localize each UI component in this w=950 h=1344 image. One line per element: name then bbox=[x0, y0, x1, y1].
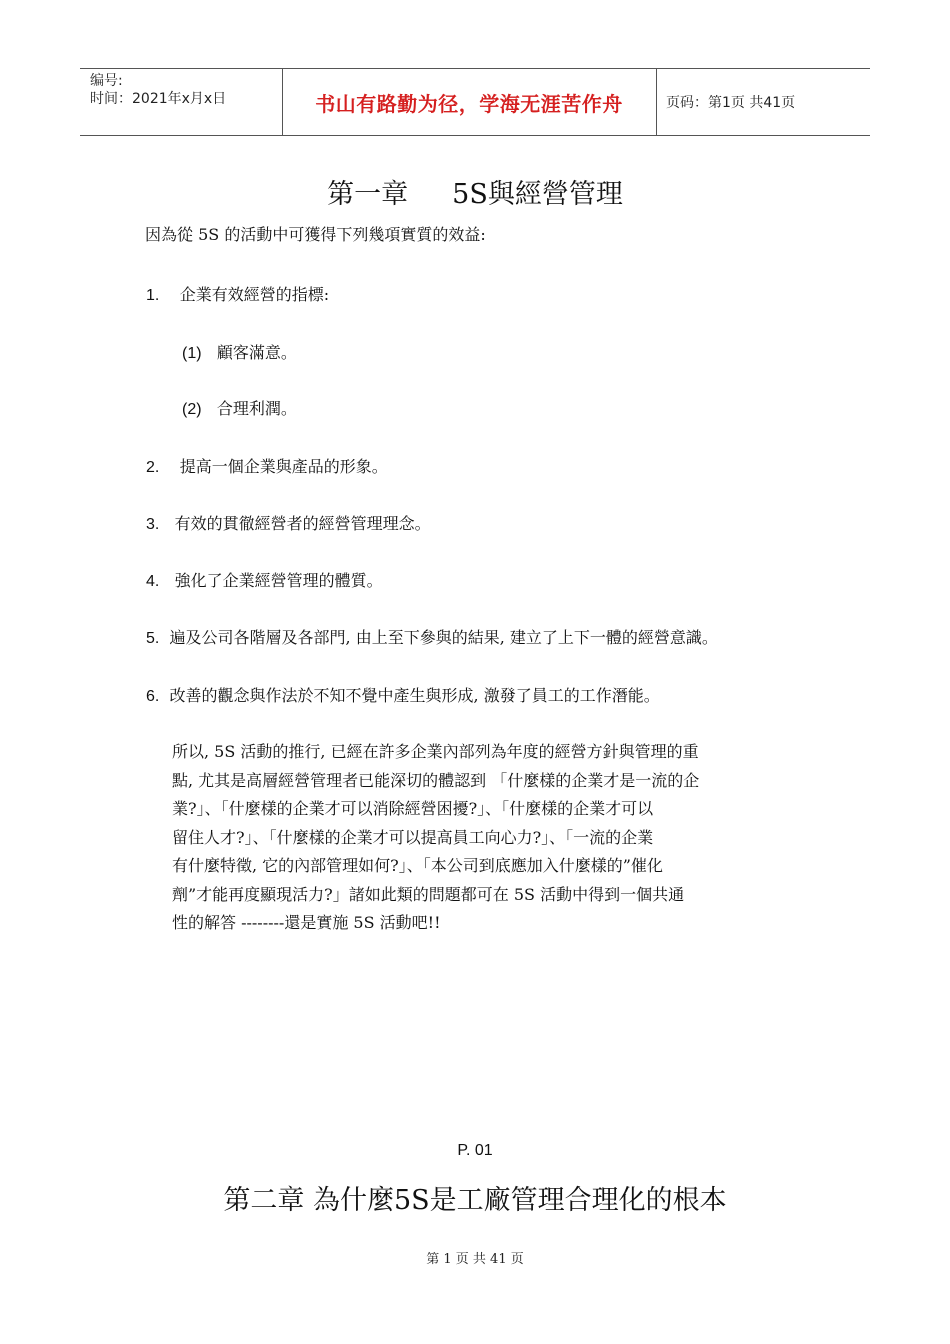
paragraph-line: 所以, 5S 活動的推行, 已經在許多企業內部列為年度的經營方針與管理的重 bbox=[172, 742, 699, 761]
list-item: 4. 強化了企業經營管理的體質。 bbox=[146, 571, 383, 590]
chapter1-title-text: 5S與經營管理 bbox=[452, 179, 623, 210]
paragraph-line: 性的解答 --------還是實施 5S 活動吧!! bbox=[172, 913, 441, 932]
chapter1-intro: 因為從 5S 的活動中可獲得下列幾項實質的效益: bbox=[145, 225, 486, 244]
header-divider-right bbox=[656, 68, 657, 136]
list-item: 2. 提高一個企業與產品的形象。 bbox=[146, 457, 388, 476]
paragraph-line: 留住人才?」、「什麼樣的企業才可以提高員工向心力?」、「一流的企業 bbox=[172, 827, 654, 847]
page-footer: 第 1 页 共 41 页 bbox=[426, 1252, 524, 1267]
chapter2-title: 第二章 為什麼5S是工廠管理合理化的根本 bbox=[223, 1185, 727, 1216]
chapter1-summary-paragraph bbox=[172, 738, 812, 938]
paragraph-line: 劑”才能再度顯現活力?」諸如此類的問題都可在 5S 活動中得到一個共通 bbox=[172, 884, 685, 904]
serial-label: 编号: bbox=[90, 73, 123, 89]
page-number: P. 01 bbox=[457, 1142, 493, 1159]
date-label: 时间：2021年x月x日 bbox=[90, 91, 227, 107]
list-item: 3. 有效的貫徹經營者的經營管理理念。 bbox=[146, 514, 431, 533]
list-item: 1. 企業有效經營的指標: bbox=[146, 285, 330, 304]
list-item: 6. 改善的觀念與作法於不知不覺中產生與形成, 激發了員工的工作潛能。 bbox=[146, 686, 660, 705]
list-item: (1) 顧客滿意。 bbox=[182, 343, 297, 362]
chapter1-title bbox=[0, 172, 950, 211]
header-motto: 书山有路勤为径，学海无涯苦作舟 bbox=[315, 91, 623, 116]
list-item: (2) 合理利潤。 bbox=[182, 399, 297, 418]
paragraph-line: 點, 尤其是高層經營管理者已能深切的體認到 「什麼樣的企業才是一流的企 bbox=[172, 770, 700, 790]
paragraph-line: 有什麼特徵, 它的內部管理如何?」、「本公司到底應加入什麼樣的”催化 bbox=[172, 856, 663, 875]
header-page-label: 页码：第1页 共41页 bbox=[666, 95, 796, 111]
chapter1-title-number: 第一章 bbox=[327, 179, 409, 210]
header-meta bbox=[90, 72, 226, 108]
paragraph-line: 業?」、「什麼樣的企業才可以消除經營困擾?」、「什麼樣的企業才可以 bbox=[172, 799, 654, 818]
list-item: 5. 遍及公司各階層及各部門, 由上至下參與的結果, 建立了上下一體的經營意識。 bbox=[146, 628, 718, 647]
